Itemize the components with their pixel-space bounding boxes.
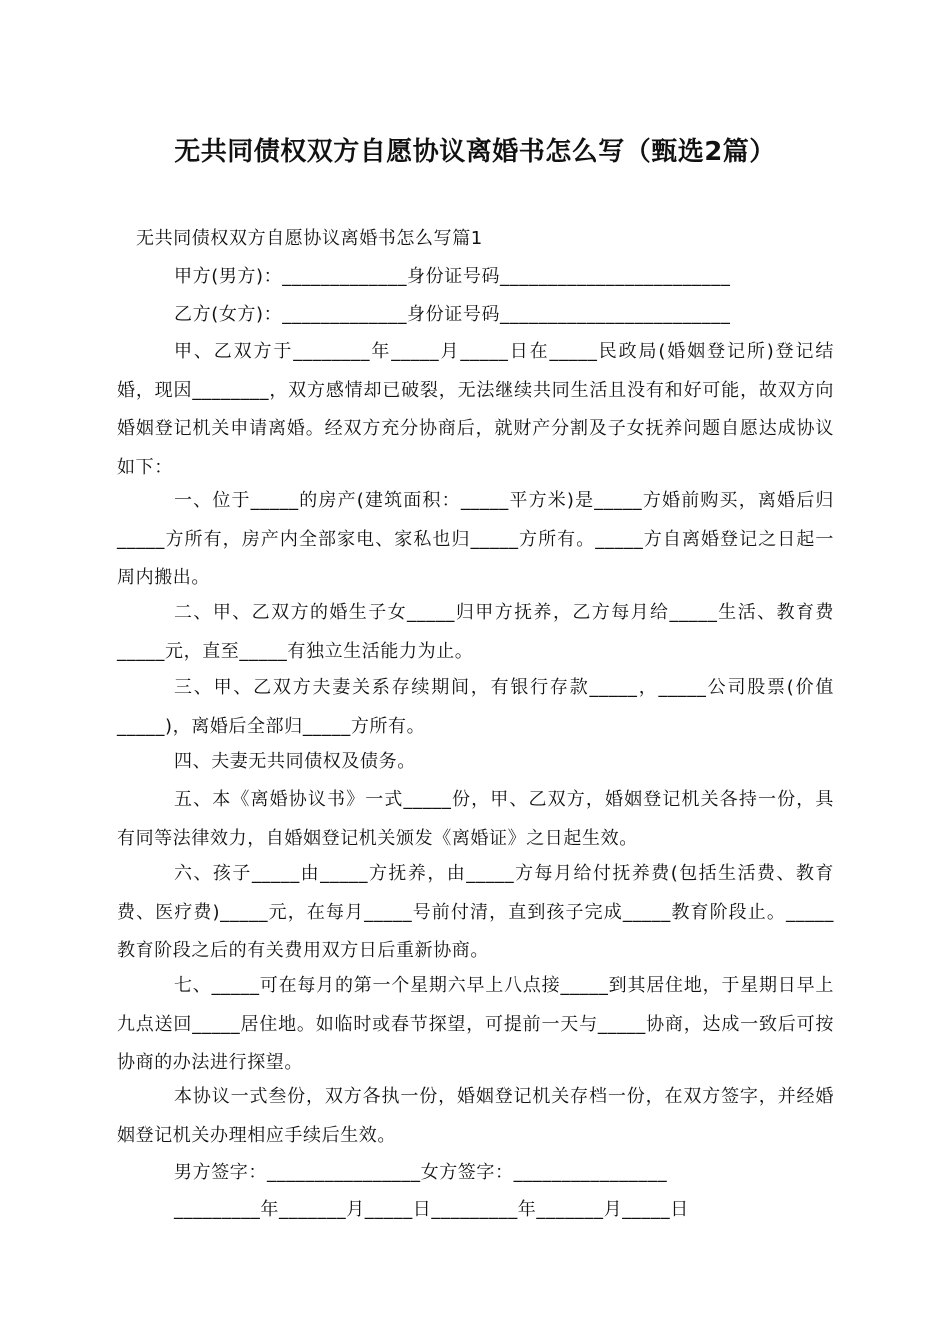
clause-1: 一、位于_____的房产(建筑面积：_____平方米)是_____方婚前购买，离婚后归_____方所有，房产内全部家电、家私也归_____方所有。_____方自离婚登记之日起一周内搬出。 — [117, 490, 834, 588]
section-heading: 无共同债权双方自愿协议离婚书怎么写篇1 — [136, 228, 483, 249]
clause-3: 三、甲、乙双方夫妻关系存续期间，有银行存款_____，_____公司股票(价值_____)，离婚后全部归_____方所有。 — [117, 677, 834, 737]
clause-7: 七、_____可在每月的第一个星期六早上八点接_____到其居住地，于星期日早上九点送回_____居住地。如临时或春节探望，可提前一天与_____协商，达成一致后可按协商的办法进行探望。 — [117, 975, 834, 1073]
clause-6: 六、孩子_____由_____方抚养，由_____方每月给付抚养费(包括生活费、教育费、医疗费)_____元，在每月_____号前付清，直到孩子完成_____教育阶段止。_____教育阶段之后的有关费用双方日后重新协商。 — [117, 863, 834, 961]
party-b-line: 乙方(女方)：_____________身份证号码________________________ — [174, 304, 731, 325]
signature-line: 男方签字：________________女方签字：________________ — [174, 1162, 668, 1183]
clause-2: 二、甲、乙双方的婚生子女_____归甲方抚养，乙方每月给_____生活、教育费_____元，直至_____有独立生活能力为止。 — [117, 602, 834, 662]
closing-paragraph: 本协议一式叁份，双方各执一份，婚姻登记机关存档一份，在双方签字，并经婚姻登记机关办理相应手续后生效。 — [117, 1086, 834, 1146]
document-title: 无共同债权双方自愿协议离婚书怎么写（甄选2篇） — [174, 137, 776, 167]
clause-5: 五、本《离婚协议书》一式_____份，甲、乙双方，婚姻登记机关各持一份，具有同等法律效力，自婚姻登记机关颁发《离婚证》之日起生效。 — [117, 789, 834, 849]
date-line: _________年_______月_____日_________年_______月_____日 — [174, 1199, 689, 1220]
intro-paragraph: 甲、乙双方于________年_____月_____日在_____民政局(婚姻登记所)登记结婚，现因________，双方感情却已破裂，无法继续共同生活且没有和好可能，故双方向婚姻登记机关申请离婚。经双方充分协商后，就财产分割及子女抚养问题自愿达成协议如下： — [117, 341, 834, 478]
clause-4: 四、夫妻无共同债权及债务。 — [174, 751, 416, 772]
party-a-line: 甲方(男方)：_____________身份证号码________________________ — [174, 266, 731, 287]
